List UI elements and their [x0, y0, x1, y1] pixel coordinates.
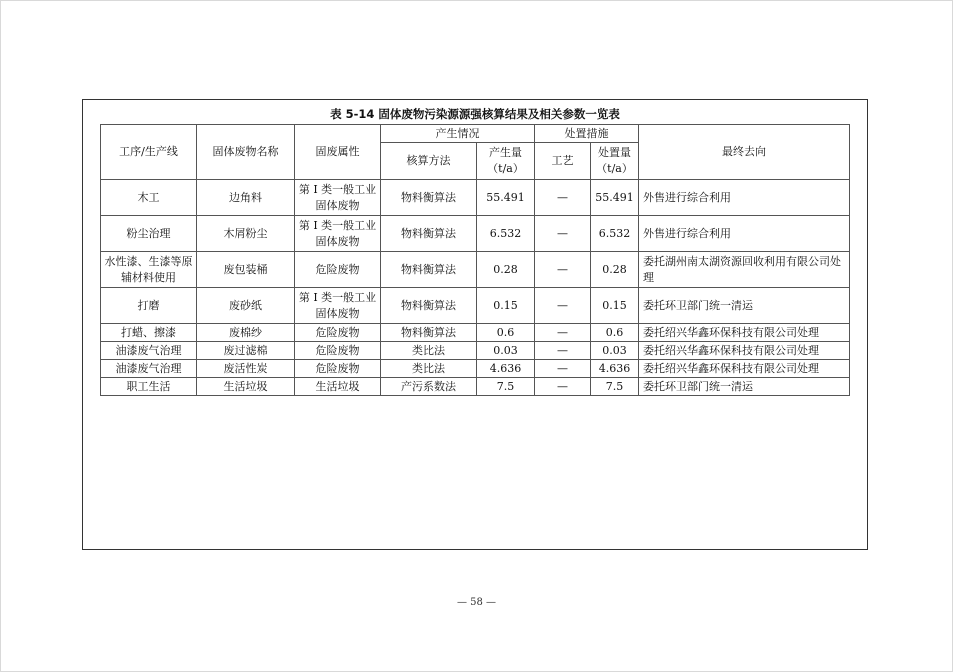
- cell-attribute: 危险废物: [295, 342, 381, 360]
- cell-generation: 4.636: [477, 360, 535, 378]
- table-row: [101, 324, 850, 342]
- cell-waste: 生活垃圾: [197, 378, 295, 396]
- page-number: — 58 —: [456, 597, 497, 608]
- cell-craft: —: [535, 324, 591, 342]
- cell-disposal: 0.03: [591, 342, 639, 360]
- cell-craft: —: [535, 360, 591, 378]
- cell-disposal: 0.15: [591, 288, 639, 324]
- cell-generation: 6.532: [477, 216, 535, 252]
- cell-attribute: 第 I 类一般工业固体废物: [295, 288, 381, 324]
- cell-method: 物料衡算法: [381, 288, 477, 324]
- header-process: 工序/生产线: [101, 125, 197, 180]
- cell-method: 物料衡算法: [381, 180, 477, 216]
- cell-craft: —: [535, 342, 591, 360]
- cell-disposal: 0.6: [591, 324, 639, 342]
- table-row: [101, 342, 850, 360]
- cell-destination: 外售进行综合利用: [639, 180, 850, 216]
- cell-attribute: 危险废物: [295, 252, 381, 288]
- cell-process: 职工生活: [101, 378, 197, 396]
- cell-process: 油漆废气治理: [101, 342, 197, 360]
- cell-method: 类比法: [381, 360, 477, 378]
- cell-method: 产污系数法: [381, 378, 477, 396]
- cell-attribute: 危险废物: [295, 324, 381, 342]
- cell-waste: 废包装桶: [197, 252, 295, 288]
- header-method: 核算方法: [381, 143, 477, 180]
- cell-destination: 委托湖州南太湖资源回收利用有限公司处理: [639, 252, 850, 288]
- header-generation-amount: 产生量 （t/a）: [477, 143, 535, 180]
- cell-disposal: 4.636: [591, 360, 639, 378]
- table-title: 表 5-14 固体废物污染源源强核算结果及相关参数一览表: [330, 107, 620, 121]
- cell-destination: 委托绍兴华鑫环保科技有限公司处理: [639, 360, 850, 378]
- cell-process: 油漆废气治理: [101, 360, 197, 378]
- cell-destination: 委托绍兴华鑫环保科技有限公司处理: [639, 342, 850, 360]
- header-attribute: 固废属性: [295, 125, 381, 180]
- cell-waste: 木屑粉尘: [197, 216, 295, 252]
- header-generation: 产生情况: [381, 125, 535, 143]
- cell-disposal: 0.28: [591, 252, 639, 288]
- cell-disposal: 6.532: [591, 216, 639, 252]
- cell-craft: —: [535, 288, 591, 324]
- cell-disposal: 7.5: [591, 378, 639, 396]
- cell-process: 粉尘治理: [101, 216, 197, 252]
- solid-waste-table: [100, 124, 850, 396]
- header-destination: 最终去向: [639, 125, 850, 180]
- table-row: [101, 288, 850, 324]
- cell-process: 打蜡、擦漆: [101, 324, 197, 342]
- table-row: [101, 360, 850, 378]
- cell-destination: 委托环卫部门统一清运: [639, 378, 850, 396]
- cell-waste: 废砂纸: [197, 288, 295, 324]
- cell-craft: —: [535, 180, 591, 216]
- cell-waste: 废活性炭: [197, 360, 295, 378]
- cell-waste: 边角料: [197, 180, 295, 216]
- header-row-1: [101, 125, 850, 143]
- cell-waste: 废过滤棉: [197, 342, 295, 360]
- cell-process: 水性漆、生漆等原辅材料使用: [101, 252, 197, 288]
- cell-method: 物料衡算法: [381, 324, 477, 342]
- header-disposal: 处置措施: [535, 125, 639, 143]
- cell-generation: 0.28: [477, 252, 535, 288]
- cell-process: 打磨: [101, 288, 197, 324]
- header-waste-name: 固体废物名称: [197, 125, 295, 180]
- cell-destination: 委托环卫部门统一清运: [639, 288, 850, 324]
- table-row: [101, 378, 850, 396]
- cell-disposal: 55.491: [591, 180, 639, 216]
- cell-attribute: 第 I 类一般工业固体废物: [295, 216, 381, 252]
- cell-attribute: 第 I 类一般工业固体废物: [295, 180, 381, 216]
- cell-method: 物料衡算法: [381, 216, 477, 252]
- cell-waste: 废棉纱: [197, 324, 295, 342]
- header-craft: 工艺: [535, 143, 591, 180]
- cell-craft: —: [535, 252, 591, 288]
- cell-generation: 0.03: [477, 342, 535, 360]
- cell-generation: 0.6: [477, 324, 535, 342]
- table-row: [101, 252, 850, 288]
- cell-method: 物料衡算法: [381, 252, 477, 288]
- table-row: [101, 180, 850, 216]
- cell-generation: 0.15: [477, 288, 535, 324]
- cell-process: 木工: [101, 180, 197, 216]
- cell-destination: 委托绍兴华鑫环保科技有限公司处理: [639, 324, 850, 342]
- cell-generation: 7.5: [477, 378, 535, 396]
- cell-method: 类比法: [381, 342, 477, 360]
- cell-attribute: 危险废物: [295, 360, 381, 378]
- cell-craft: —: [535, 378, 591, 396]
- cell-destination: 外售进行综合利用: [639, 216, 850, 252]
- cell-generation: 55.491: [477, 180, 535, 216]
- cell-attribute: 生活垃圾: [295, 378, 381, 396]
- header-disposal-amount: 处置量 （t/a）: [591, 143, 639, 180]
- table-row: [101, 216, 850, 252]
- cell-craft: —: [535, 216, 591, 252]
